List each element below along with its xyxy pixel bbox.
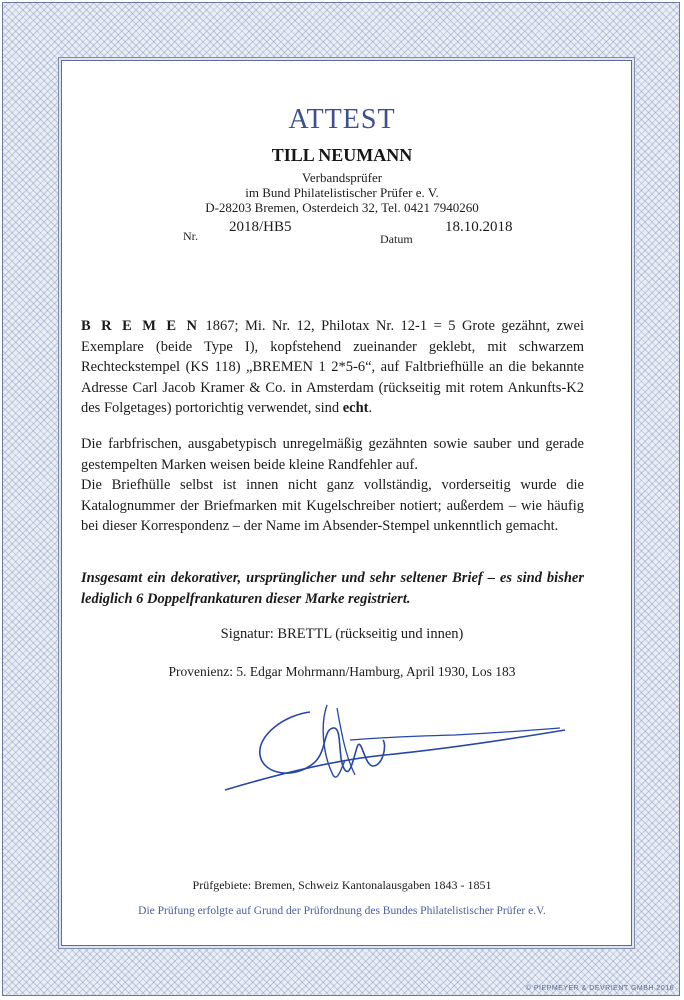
summary-statement: Insgesamt ein dekorativer, ursprünglicher und sehr seltener Brief – es sind bisher lediglich 6 Doppelfrankaturen dieser Marke registriert. (81, 570, 584, 607)
examiner-association: im Bund Philatelistischer Prüfer e. V. (245, 185, 439, 200)
certificate-title: ATTEST (288, 104, 396, 135)
provenance: Provenienz: 5. Edgar Mohrmann/Hamburg, April 1930, Los 183 (168, 664, 516, 679)
date-label: Datum (380, 232, 413, 246)
certificate-number: 2018/HB5 (229, 219, 292, 235)
verdict: echt (342, 400, 369, 416)
examination-areas: Prüfgebiete: Bremen, Schweiz Kantonalausgaben 1843 - 1851 (192, 878, 492, 892)
examiner-address: D-28203 Bremen, Osterdeich 32, Tel. 0421 7940260 (205, 200, 479, 215)
description-end: . (368, 400, 373, 416)
examination-notice: Die Prüfung erfolgte auf Grund der Prüfordnung des Bundes Philatelistischer Prüfer e.V. (138, 905, 546, 917)
paragraph-envelope: Die Briefhülle selbst ist innen nicht ganz vollständig, vorderseitig wurde die Katalognummer der Briefmarken mit Kugelschreiber notiert; außerdem – wie häufig bei dieser Korrespondenz – der Name im Absender-Stempel unkenntlich gemacht. (81, 477, 584, 534)
examiner-name: TILL NEUMANN (271, 145, 413, 165)
paragraph-description (81, 316, 584, 419)
description-text: 1867; Mi. Nr. 12, Philotax Nr. 12-1 = 5 Grote gezähnt, zwei Exemplare (beide Type I), kopfstehend zueinander geklebt, mit schwarzem Rechteckstempel (KS 118) „BREMEN 1 2*5-6“, auf Faltbriefhülle an die bekannte Adresse Carl Jacob Kramer & Co. in Amsterdam (rückseitig mit rotem Ankunfts-K2 des Folgetages) portorichtig verwendet, sind (81, 318, 584, 416)
examiner-role: Verbandsprüfer (301, 170, 383, 185)
handwritten-signature (215, 700, 575, 800)
copyright-notice: © PIEPMEYER & DEVRIENT GMBH 2016 (525, 985, 674, 992)
certificate-date: 18.10.2018 (445, 219, 513, 235)
nr-label: Nr. (183, 229, 198, 243)
country-lead: B R E M E N (81, 318, 199, 334)
paragraph-condition: Die farbfrischen, ausgabetypisch unregelmäßig gezähnten sowie sauber und gerade gestempelten Marken weisen beide kleine Randfehler auf. (81, 436, 584, 473)
signature-line: Signatur: BRETTL (rückseitig und innen) (220, 626, 464, 642)
